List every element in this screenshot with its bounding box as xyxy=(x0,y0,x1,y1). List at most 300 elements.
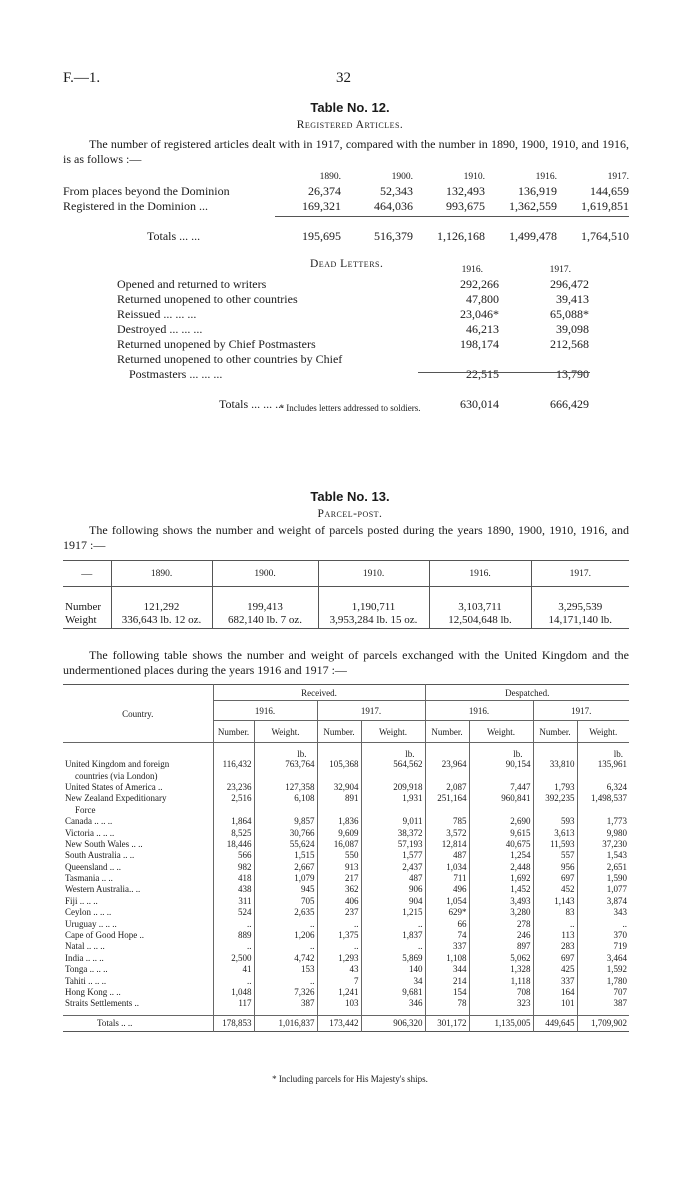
cell xyxy=(254,770,317,781)
cell: 12,504,648 lb. xyxy=(429,613,531,629)
table-row xyxy=(63,781,629,792)
cell: 47,800 xyxy=(466,292,499,306)
cell: 629* xyxy=(425,907,469,918)
cell: 487 xyxy=(425,850,469,861)
table-row xyxy=(63,975,629,986)
year-header-row xyxy=(63,561,629,587)
cell xyxy=(361,770,425,781)
cell: 3,953,284 lb. 15 oz. xyxy=(318,613,429,629)
cell: 550 xyxy=(317,850,361,861)
cell: 5,062 xyxy=(469,952,533,963)
divider xyxy=(418,372,590,373)
cell: 65,088* xyxy=(550,307,589,321)
cell: 593 xyxy=(533,815,577,826)
cell: 387 xyxy=(613,998,627,1009)
cell: 292,266 xyxy=(460,277,499,291)
total-cell: 1,016,837 xyxy=(254,1015,317,1031)
country-name: United Kingdom and foreign xyxy=(63,759,213,770)
row-label: Registered in the Dominion ... xyxy=(63,199,208,213)
cell: 2,448 xyxy=(469,861,533,872)
cell: .. xyxy=(254,918,317,929)
cell: 311 xyxy=(213,895,254,906)
cell: 283 xyxy=(533,941,577,952)
country-header: Country. xyxy=(63,685,213,743)
table13-title: Table No. 13. xyxy=(310,489,390,504)
cell: 32,904 xyxy=(317,781,361,792)
cell: 763,764 xyxy=(254,759,317,770)
cell: 705 xyxy=(254,895,317,906)
cell: 1,079 xyxy=(254,872,317,883)
cell: 1,577 xyxy=(361,850,425,861)
year-header: 1910. xyxy=(463,171,485,182)
cell: .. xyxy=(254,941,317,952)
cell xyxy=(577,770,629,781)
table-row xyxy=(63,861,629,872)
cell: 39,098 xyxy=(556,322,589,336)
table-row xyxy=(63,199,629,214)
cell: .. xyxy=(361,941,425,952)
cell: 1,931 xyxy=(361,793,425,804)
cell: 121,292 xyxy=(111,601,212,613)
cell: 904 xyxy=(361,895,425,906)
row-label: Weight xyxy=(63,613,111,629)
column-header: Weight. xyxy=(469,721,533,743)
cell: 3,613 xyxy=(533,827,577,838)
year-header: 1890. xyxy=(319,171,341,182)
table-row xyxy=(63,793,629,804)
cell: 708 xyxy=(469,986,533,997)
year-header: 1917. xyxy=(607,171,629,182)
cell: 1,034 xyxy=(425,861,469,872)
country-name: Tahiti .. .. .. xyxy=(63,975,213,986)
cell: 2,667 xyxy=(254,861,317,872)
cell: 1,837 xyxy=(361,929,425,940)
cell: 33,810 xyxy=(533,759,577,770)
cell: 9,615 xyxy=(469,827,533,838)
cell: 956 xyxy=(533,861,577,872)
cell xyxy=(317,804,361,815)
cell: 336,643 lb. 12 oz. xyxy=(111,613,212,629)
year-header: 1917. xyxy=(533,701,629,721)
country-name: Cape of Good Hope .. xyxy=(63,929,213,940)
cell: 889 xyxy=(213,929,254,940)
cell: 23,964 xyxy=(425,759,469,770)
totals-label: Totals ... ... ... xyxy=(219,397,285,411)
cell: 105,368 xyxy=(317,759,361,770)
cell: 1,692 xyxy=(469,872,533,883)
table-row xyxy=(63,804,629,815)
cell xyxy=(213,770,254,781)
cell: 566 xyxy=(213,850,254,861)
cell: 1,077 xyxy=(606,884,627,895)
cell: 3,464 xyxy=(606,952,627,963)
cell: 2,500 xyxy=(213,952,254,963)
cell: 23,236 xyxy=(213,781,254,792)
cell: 344 xyxy=(425,964,469,975)
cell: 37,230 xyxy=(602,838,627,849)
cell: .. xyxy=(317,918,361,929)
table-row xyxy=(63,872,629,883)
year-header: 1916. xyxy=(213,701,317,721)
cell xyxy=(577,804,629,815)
cell: 2,437 xyxy=(361,861,425,872)
cell: 993,675 xyxy=(446,199,485,213)
cell: 945 xyxy=(254,884,317,895)
cell: 323 xyxy=(469,998,533,1009)
cell: 30,766 xyxy=(254,827,317,838)
cell: 13,790 xyxy=(556,367,589,381)
cell: 682,140 lb. 7 oz. xyxy=(212,613,318,629)
corner-dash: — xyxy=(63,561,111,587)
cell: 3,280 xyxy=(469,907,533,918)
row-label: Returned unopened to other countries by Chief xyxy=(117,352,343,366)
cell: 41 xyxy=(213,964,254,975)
row-label: Opened and returned to writers xyxy=(117,277,267,291)
cell: 154 xyxy=(425,986,469,997)
cell: 2,087 xyxy=(425,781,469,792)
column-header: Number. xyxy=(317,721,361,743)
table-row xyxy=(63,941,629,952)
column-header: Weight. xyxy=(577,721,629,743)
divider xyxy=(275,216,629,217)
totals-row xyxy=(63,229,629,244)
country-name: Canada .. .. .. xyxy=(63,815,213,826)
column-header: Weight. xyxy=(361,721,425,743)
cell: 16,087 xyxy=(317,838,361,849)
cell: 1,515 xyxy=(254,850,317,861)
cell: 913 xyxy=(317,861,361,872)
cell: 346 xyxy=(361,998,425,1009)
table-row xyxy=(63,850,629,861)
cell xyxy=(533,770,577,781)
total-cell: 301,172 xyxy=(425,1015,469,1031)
cell: 212,568 xyxy=(550,337,589,351)
report-reference: F.—1. xyxy=(63,70,101,86)
country-name: Force xyxy=(63,804,213,815)
cell: 55,624 xyxy=(254,838,317,849)
cell: 1,864 xyxy=(213,815,254,826)
cell xyxy=(425,804,469,815)
cell: 14,171,140 lb. xyxy=(548,614,613,627)
cell: 74 xyxy=(425,929,469,940)
country-name: Tasmania .. .. xyxy=(63,872,213,883)
row-label: Returned unopened to other countries xyxy=(117,292,298,306)
cell: 1,108 xyxy=(425,952,469,963)
country-name: Victoria .. .. .. xyxy=(63,827,213,838)
row-label: From places beyond the Dominion xyxy=(63,184,230,198)
cell: .. xyxy=(213,941,254,952)
cell: .. xyxy=(361,918,425,929)
cell: 217 xyxy=(317,872,361,883)
cell: 296,472 xyxy=(550,277,589,291)
cell: 7,447 xyxy=(469,781,533,792)
row-label: Returned unopened by Chief Postmasters xyxy=(117,337,316,351)
cell: 246 xyxy=(469,929,533,940)
cell: 425 xyxy=(533,964,577,975)
country-name: Fiji .. .. .. xyxy=(63,895,213,906)
cell: 406 xyxy=(317,895,361,906)
cell: 90,154 xyxy=(469,759,533,770)
cell: 1,118 xyxy=(469,975,533,986)
year-header-row xyxy=(63,169,629,184)
cell: 452 xyxy=(533,884,577,895)
cell: 78 xyxy=(425,998,469,1009)
cell: 209,918 xyxy=(361,781,425,792)
registered-articles-table xyxy=(63,169,629,244)
cell: 198,174 xyxy=(460,337,499,351)
cell: 891 xyxy=(317,793,361,804)
cell: 2,690 xyxy=(469,815,533,826)
table13-intro: The following shows the number and weight of parcels posted during the years 1890, 1900, 1910, 1916, and 1917 :— xyxy=(63,523,629,552)
cell: 1,328 xyxy=(469,964,533,975)
table-row xyxy=(117,277,589,292)
cell xyxy=(254,804,317,815)
table-row xyxy=(63,907,629,918)
cell: 1,054 xyxy=(425,895,469,906)
received-header: Received. xyxy=(213,685,425,701)
country-name: New South Wales .. .. xyxy=(63,838,213,849)
cell: 153 xyxy=(254,964,317,975)
table-row xyxy=(117,292,589,307)
cell: .. xyxy=(622,918,627,929)
table-row xyxy=(117,367,589,382)
cell: 9,681 xyxy=(361,986,425,997)
cell: 697 xyxy=(533,952,577,963)
cell: 1,498,537 xyxy=(591,793,627,804)
cell: 127,358 xyxy=(254,781,317,792)
country-name: Hong Kong .. .. xyxy=(63,986,213,997)
country-name: India .. .. .. xyxy=(63,952,213,963)
country-name: Natal .. .. .. xyxy=(63,941,213,952)
cell xyxy=(425,770,469,781)
cell: 1,215 xyxy=(361,907,425,918)
cell: 199,413 xyxy=(212,601,318,613)
cell: 135,961 xyxy=(597,759,627,770)
cell: 370 xyxy=(613,930,627,941)
cell: 140 xyxy=(361,964,425,975)
unit-label: lb. xyxy=(613,748,623,759)
country-name: Straits Settlements .. xyxy=(63,998,213,1009)
unit-row xyxy=(63,743,629,759)
table14-intro: The following table shows the number and weight of parcels exchanged with the United Kingdom and the undermentioned places during the years 1916 and 1917 :— xyxy=(63,648,629,677)
table14-footnote: * Including parcels for His Majesty's ships. xyxy=(272,1074,428,1084)
cell: 387 xyxy=(254,998,317,1009)
table-row xyxy=(63,759,629,770)
cell: 278 xyxy=(469,918,533,929)
totals-label: Totals ... ... xyxy=(147,229,201,243)
table-row xyxy=(117,337,589,352)
cell: 906 xyxy=(361,884,425,895)
country-name: South Australia .. .. xyxy=(63,850,213,861)
table-row xyxy=(117,352,589,367)
row-label: Number xyxy=(63,601,111,613)
total-cell: 1,764,510 xyxy=(581,229,629,243)
cell: 564,562 xyxy=(361,759,425,770)
total-cell: 1,126,168 xyxy=(437,229,485,243)
cell xyxy=(317,770,361,781)
cell: 1,206 xyxy=(254,929,317,940)
unit-label: lb. xyxy=(361,743,425,759)
cell: 251,164 xyxy=(425,793,469,804)
total-cell: 173,442 xyxy=(317,1015,361,1031)
dead-letters-heading: Dead Letters. xyxy=(310,258,384,270)
cell: 1,773 xyxy=(606,816,627,827)
table12-title: Table No. 12. xyxy=(310,100,390,115)
table-row xyxy=(63,895,629,906)
total-cell: 449,645 xyxy=(533,1015,577,1031)
cell: 1,190,711 xyxy=(318,601,429,613)
table12-subtitle: Registered Articles. xyxy=(296,119,404,131)
row-label: Postmasters ... ... ... xyxy=(129,367,223,381)
year-header: 1917. xyxy=(549,264,571,275)
cell: 438 xyxy=(213,884,254,895)
cell: .. xyxy=(213,975,254,986)
cell: 132,493 xyxy=(446,184,485,198)
cell: 26,374 xyxy=(308,184,341,198)
total-cell: 195,695 xyxy=(302,229,341,243)
table-row xyxy=(63,929,629,940)
cell: 960,841 xyxy=(469,793,533,804)
table13-subtitle: Parcel-post. xyxy=(317,508,383,520)
year-header: 1916. xyxy=(425,701,533,721)
cell xyxy=(469,770,533,781)
cell: 418 xyxy=(213,872,254,883)
cell: 5,869 xyxy=(361,952,425,963)
cell: 897 xyxy=(469,941,533,952)
cell: 9,011 xyxy=(361,815,425,826)
cell: 39,413 xyxy=(556,292,589,306)
cell: 169,321 xyxy=(302,199,341,213)
cell: 8,525 xyxy=(213,827,254,838)
cell xyxy=(533,804,577,815)
country-name: Western Australia.. .. xyxy=(63,884,213,895)
cell: 982 xyxy=(213,861,254,872)
parcel-post-table xyxy=(63,560,629,629)
table-row xyxy=(117,307,589,322)
cell: 1,048 xyxy=(213,986,254,997)
despatched-header: Despatched. xyxy=(425,685,629,701)
table-row xyxy=(63,815,629,826)
cell: 113 xyxy=(533,929,577,940)
table-row xyxy=(63,613,629,629)
cell: 66 xyxy=(425,918,469,929)
dead-letters-footnote: * Includes letters addressed to soldiers. xyxy=(279,403,421,413)
total-cell: 630,014 xyxy=(460,397,499,411)
cell: 487 xyxy=(361,872,425,883)
table-row xyxy=(63,838,629,849)
cell: 1,590 xyxy=(606,873,627,884)
table-row xyxy=(63,918,629,929)
table-row xyxy=(63,601,629,613)
country-name: countries (via London) xyxy=(63,770,213,781)
country-name: New Zealand Expeditionary xyxy=(63,793,213,804)
cell: 719 xyxy=(613,941,627,952)
cell: 52,343 xyxy=(380,184,413,198)
cell: 103 xyxy=(317,998,361,1009)
column-header: Number. xyxy=(425,721,469,743)
cell: 1,362,559 xyxy=(509,199,557,213)
unit-label: lb. xyxy=(469,743,533,759)
total-cell: 906,320 xyxy=(361,1015,425,1031)
cell: 23,046* xyxy=(460,307,499,321)
cell: 2,651 xyxy=(606,861,627,872)
table-row xyxy=(63,986,629,997)
cell: 9,980 xyxy=(606,827,627,838)
row-label: Reissued ... ... ... xyxy=(117,307,197,321)
cell: 343 xyxy=(613,907,627,918)
country-name: Uruguay .. .. .. xyxy=(63,918,213,929)
column-header: Weight. xyxy=(254,721,317,743)
cell: 40,675 xyxy=(469,838,533,849)
cell: 9,609 xyxy=(317,827,361,838)
cell: 38,372 xyxy=(361,827,425,838)
cell xyxy=(469,804,533,815)
cell: 1,543 xyxy=(606,850,627,861)
total-cell: 666,429 xyxy=(550,397,589,411)
cell: 496 xyxy=(425,884,469,895)
cell: 6,108 xyxy=(254,793,317,804)
cell: 7,326 xyxy=(254,986,317,997)
cell: 711 xyxy=(425,872,469,883)
cell: 57,193 xyxy=(361,838,425,849)
cell: 1,452 xyxy=(469,884,533,895)
table-row xyxy=(63,184,629,199)
cell: 46,213 xyxy=(466,322,499,336)
cell: 337 xyxy=(533,975,577,986)
cell xyxy=(213,804,254,815)
cell: 697 xyxy=(533,872,577,883)
cell: 11,593 xyxy=(533,838,577,849)
cell: 117 xyxy=(213,998,254,1009)
totals-row xyxy=(63,1015,629,1031)
total-cell: 1,499,478 xyxy=(509,229,557,243)
cell: 237 xyxy=(317,907,361,918)
year-header: 1917. xyxy=(317,701,425,721)
cell: 1,254 xyxy=(469,850,533,861)
cell: 2,516 xyxy=(213,793,254,804)
cell: 1,241 xyxy=(317,986,361,997)
total-cell: 516,379 xyxy=(374,229,413,243)
cell: 9,857 xyxy=(254,815,317,826)
page-number: 32 xyxy=(336,70,351,86)
cell: 464,036 xyxy=(374,199,413,213)
cell: 101 xyxy=(533,998,577,1009)
cell: 18,446 xyxy=(213,838,254,849)
cell: 43 xyxy=(317,964,361,975)
row-label: Destroyed ... ... ... xyxy=(117,322,203,336)
year-header: 1890. xyxy=(111,561,212,587)
cell: 34 xyxy=(361,975,425,986)
total-cell: 1,709,902 xyxy=(577,1015,629,1031)
cell: 1,619,851 xyxy=(581,199,629,213)
country-name: Tonga .. .. .. xyxy=(63,964,213,975)
table-row xyxy=(63,827,629,838)
total-cell: 1,135,005 xyxy=(469,1015,533,1031)
cell: 116,432 xyxy=(213,759,254,770)
cell: 214 xyxy=(425,975,469,986)
cell: 524 xyxy=(213,907,254,918)
cell: 4,742 xyxy=(254,952,317,963)
table-row xyxy=(117,322,589,337)
table-body xyxy=(63,759,629,1010)
totals-label: Totals .. .. xyxy=(63,1015,213,1031)
unit-label: lb. xyxy=(254,743,317,759)
cell: 1,293 xyxy=(317,952,361,963)
cell: 12,814 xyxy=(425,838,469,849)
cell: 136,919 xyxy=(518,184,557,198)
year-header: 1900. xyxy=(212,561,318,587)
table-row xyxy=(63,964,629,975)
